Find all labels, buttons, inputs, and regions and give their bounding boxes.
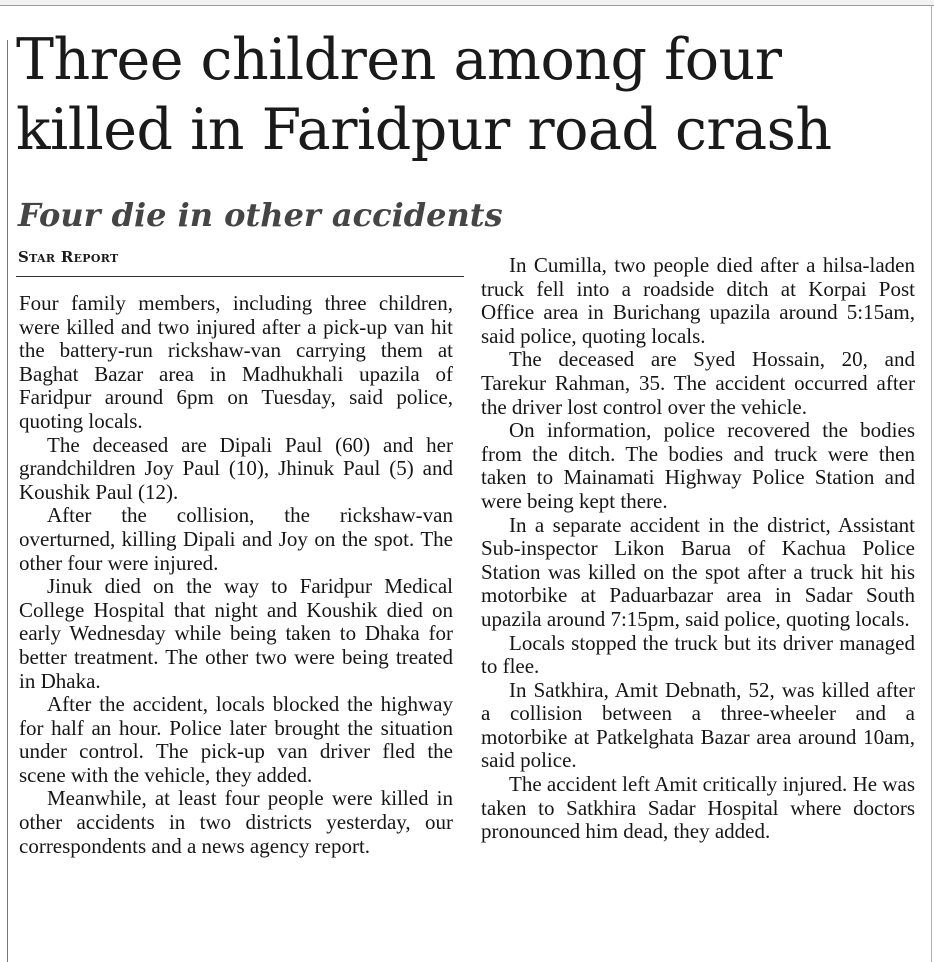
byline: Star Report — [18, 248, 119, 266]
paragraph: In a separate accident in the district, Assistant Sub-inspector Likon Barua of Kachua Police Station was killed on the spot after a truck hit his motorbike at Paduarbazar area in Sadar South upazila around 7:15pm, said police, quoting locals. — [481, 512, 915, 631]
paragraph: Four family members, including three children, were killed and two injured after a pick-up van hit the battery-run rickshaw-van carrying them at Baghat Bazar area in Madhukhali upazila of Faridpur around 6pm on Tuesday, said police, quoting locals. — [19, 291, 453, 433]
top-border-rule — [0, 0, 934, 6]
paragraph: After the collision, the rickshaw-van overturned, killing Dipali and Joy on the spot. The other four were injured. — [19, 503, 453, 575]
paragraph: After the accident, locals blocked the highway for half an hour. Police later brought the situation under control. The pick-up van driver fled the scene with the vehicle, they added. — [19, 692, 453, 787]
paragraph: On information, police recovered the bodies from the ditch. The bodies and truck were then taken to Mainamati Highway Police Station and were being kept there. — [481, 418, 915, 513]
paragraph: In Satkhira, Amit Debnath, 52, was killed after a collision between a three-wheeler and a motorbike at Patkelghata Bazar area around 10am, said police. — [481, 677, 915, 773]
paragraph: The deceased are Dipali Paul (60) and her grandchildren Joy Paul (10), Jhinuk Paul (5) and Koushik Paul (12). — [19, 432, 453, 504]
article-column-right — [481, 254, 915, 844]
subheadline: Four die in other accidents — [18, 196, 503, 234]
paragraph: Locals stopped the truck but its driver managed to flee. — [481, 630, 915, 679]
article-column-left — [19, 292, 453, 858]
paragraph: The accident left Amit critically injured. He was taken to Satkhira Sadar Hospital where doctors pronounced him dead, they added. — [481, 772, 915, 844]
paragraph: Meanwhile, at least four people were killed in other accidents in two districts yesterday, our correspondents and a news agency report. — [19, 786, 453, 858]
paragraph: The deceased are Syed Hossain, 20, and Tarekur Rahman, 35. The accident occurred after the driver lost control over the vehicle. — [481, 347, 915, 419]
paragraph: In Cumilla, two people died after a hilsa-laden truck fell into a roadside ditch at Korpai Post Office area in Burichang upazila around 5:15am, said police, quoting locals. — [481, 253, 915, 348]
right-border-rule — [931, 6, 932, 962]
headline-line-2: killed in Faridpur road crash — [16, 97, 832, 163]
byline-rule — [16, 276, 464, 277]
headline-line-1: Three children among four — [16, 27, 782, 93]
headline — [16, 25, 928, 165]
paragraph: Jinuk died on the way to Faridpur Medical College Hospital that night and Koushik died on early Wednesday while being taken to Dhaka for better treatment. The other two were being treated in Dhaka. — [19, 574, 453, 693]
left-border-rule — [7, 40, 8, 962]
